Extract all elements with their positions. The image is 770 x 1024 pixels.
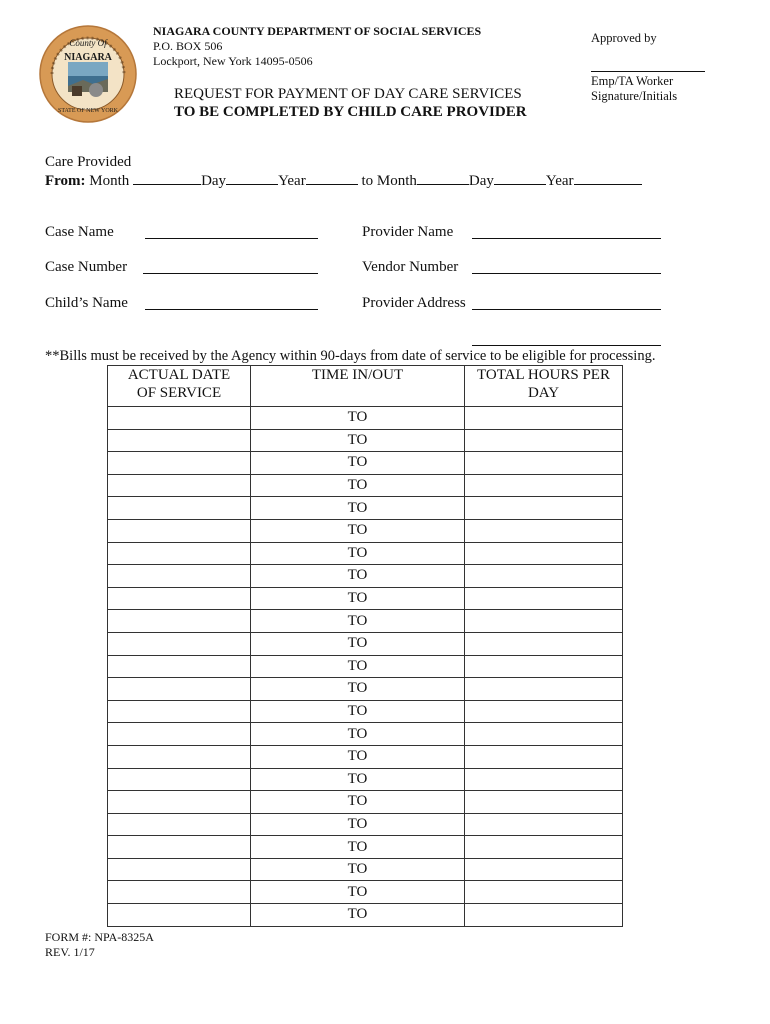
time-in-out-cell[interactable] (251, 768, 465, 791)
date-of-service-cell[interactable] (108, 768, 251, 791)
date-of-service-cell[interactable] (108, 904, 251, 927)
total-hours-cell[interactable] (465, 904, 623, 927)
date-of-service-cell[interactable] (108, 587, 251, 610)
to-month-field[interactable] (417, 171, 469, 185)
time-separator: TO (347, 883, 368, 900)
date-of-service-cell[interactable] (108, 519, 251, 542)
date-of-service-cell[interactable] (108, 881, 251, 904)
to-label: to (361, 173, 374, 189)
provider-address-label: Provider Address (362, 295, 466, 311)
header-total-hours (465, 366, 623, 407)
vendor-number-label: Vendor Number (362, 259, 459, 275)
table-row (108, 474, 623, 497)
table-row (108, 655, 623, 678)
address-line-1: P.O. BOX 506 (153, 39, 223, 53)
table-row (108, 881, 623, 904)
table-row (108, 632, 623, 655)
time-in-out-cell[interactable] (251, 429, 465, 452)
time-in-out-cell[interactable] (251, 836, 465, 859)
vendor-number-field[interactable] (472, 273, 661, 274)
time-separator: TO (347, 861, 368, 878)
from-month-field[interactable] (133, 171, 201, 185)
total-hours-cell[interactable] (465, 768, 623, 791)
table-row (108, 542, 623, 565)
header-time-text: TIME IN/OUT (311, 367, 404, 383)
total-hours-cell[interactable] (465, 678, 623, 701)
approved-by-label: Approved by (591, 31, 657, 45)
date-of-service-cell[interactable] (108, 632, 251, 655)
total-hours-cell[interactable] (465, 610, 623, 633)
agency-block (153, 24, 481, 69)
case-name-field[interactable] (145, 238, 318, 239)
date-of-service-cell[interactable] (108, 745, 251, 768)
time-in-out-cell[interactable] (251, 587, 465, 610)
time-separator: TO (347, 590, 368, 607)
total-hours-cell[interactable] (465, 723, 623, 746)
time-in-out-cell[interactable] (251, 678, 465, 701)
time-separator: TO (347, 657, 368, 674)
time-in-out-cell[interactable] (251, 452, 465, 475)
header-hours-text: TOTAL HOURS PER DAY (477, 367, 610, 401)
to-year-label: Year (545, 173, 574, 189)
total-hours-cell[interactable] (465, 700, 623, 723)
time-separator: TO (347, 522, 368, 539)
total-hours-cell[interactable] (465, 745, 623, 768)
total-hours-cell[interactable] (465, 429, 623, 452)
total-hours-cell[interactable] (465, 813, 623, 836)
total-hours-cell[interactable] (465, 497, 623, 520)
worker-label-line-1: Emp/TA Worker (591, 74, 674, 88)
table-row (108, 813, 623, 836)
from-day-label: Day (201, 173, 227, 189)
time-in-out-cell[interactable] (251, 519, 465, 542)
table-row (108, 768, 623, 791)
address-line-2: Lockport, New York 14095-0506 (153, 54, 313, 68)
table-row (108, 519, 623, 542)
table-row (108, 497, 623, 520)
header-time-in-out (251, 366, 465, 407)
time-in-out-cell[interactable] (251, 655, 465, 678)
date-of-service-cell[interactable] (108, 452, 251, 475)
service-log-body (108, 407, 623, 927)
worker-signature-label (591, 74, 677, 104)
time-in-out-cell[interactable] (251, 407, 465, 430)
time-separator: TO (347, 635, 368, 652)
table-row (108, 745, 623, 768)
time-separator: TO (347, 544, 368, 561)
to-year-field[interactable] (574, 171, 642, 185)
time-in-out-cell[interactable] (251, 565, 465, 588)
date-of-service-cell[interactable] (108, 791, 251, 814)
provider-name-label: Provider Name (362, 224, 454, 240)
table-row (108, 791, 623, 814)
date-of-service-cell[interactable] (108, 678, 251, 701)
time-separator: TO (347, 499, 368, 516)
total-hours-cell[interactable] (465, 858, 623, 881)
time-in-out-cell[interactable] (251, 700, 465, 723)
table-row (108, 565, 623, 588)
date-of-service-cell[interactable] (108, 655, 251, 678)
case-number-field[interactable] (143, 273, 318, 274)
total-hours-cell[interactable] (465, 587, 623, 610)
table-row (108, 904, 623, 927)
table-row (108, 452, 623, 475)
time-separator: TO (347, 770, 368, 787)
worker-label-line-2: Signature/Initials (591, 89, 678, 103)
time-separator: TO (347, 567, 368, 584)
to-day-field[interactable] (494, 171, 546, 185)
total-hours-cell[interactable] (465, 407, 623, 430)
time-in-out-cell[interactable] (251, 791, 465, 814)
time-in-out-cell[interactable] (251, 542, 465, 565)
total-hours-cell[interactable] (465, 791, 623, 814)
time-separator: TO (347, 793, 368, 810)
table-row (108, 836, 623, 859)
date-of-service-cell[interactable] (108, 858, 251, 881)
date-of-service-cell[interactable] (108, 700, 251, 723)
billing-notice: **Bills must be received by the Agency within 90-days from date of service to be eligible for processing. (45, 348, 656, 364)
time-in-out-cell[interactable] (251, 497, 465, 520)
date-of-service-cell[interactable] (108, 474, 251, 497)
table-row (108, 678, 623, 701)
care-provided-heading: Care Provided (45, 154, 132, 170)
table-row (108, 429, 623, 452)
time-separator: TO (347, 748, 368, 765)
case-number-label: Case Number (45, 259, 128, 275)
time-separator: TO (347, 725, 368, 742)
time-separator: TO (347, 454, 368, 471)
table-row (108, 723, 623, 746)
date-of-service-cell[interactable] (108, 542, 251, 565)
time-separator: TO (347, 409, 368, 426)
table-row (108, 700, 623, 723)
date-of-service-cell[interactable] (108, 407, 251, 430)
date-of-service-cell[interactable] (108, 497, 251, 520)
time-separator: TO (347, 477, 368, 494)
table-row (108, 610, 623, 633)
form-title: REQUEST FOR PAYMENT OF DAY CARE SERVICES (174, 86, 522, 102)
date-of-service-cell[interactable] (108, 723, 251, 746)
form-footer (45, 930, 154, 960)
date-of-service-cell[interactable] (108, 565, 251, 588)
provider-name-field[interactable] (472, 238, 661, 239)
table-header-row (108, 366, 623, 407)
care-period-section (45, 153, 642, 190)
approval-signature-line[interactable] (591, 71, 705, 72)
case-name-label: Case Name (45, 224, 114, 240)
from-label: From: (45, 173, 86, 189)
total-hours-cell[interactable] (465, 655, 623, 678)
header-date-text: ACTUAL DATE OF SERVICE (127, 367, 231, 401)
provider-address-field[interactable] (472, 309, 661, 310)
svg-text:County Of: County Of (69, 38, 107, 48)
time-in-out-cell[interactable] (251, 632, 465, 655)
time-separator: TO (347, 612, 368, 629)
time-separator: TO (347, 838, 368, 855)
date-of-service-cell[interactable] (108, 813, 251, 836)
table-row (108, 407, 623, 430)
total-hours-cell[interactable] (465, 474, 623, 497)
county-seal-logo (38, 24, 138, 124)
care-period-row (45, 171, 642, 190)
total-hours-cell[interactable] (465, 632, 623, 655)
form-revision: REV. 1/17 (45, 945, 95, 959)
time-separator: TO (347, 815, 368, 832)
childs-name-label: Child’s Name (45, 295, 128, 311)
table-row (108, 587, 623, 610)
date-of-service-cell[interactable] (108, 429, 251, 452)
time-in-out-cell[interactable] (251, 723, 465, 746)
time-in-out-cell[interactable] (251, 813, 465, 836)
date-of-service-cell[interactable] (108, 610, 251, 633)
svg-text:NIAGARA: NIAGARA (64, 52, 112, 63)
header-date-of-service (108, 366, 251, 407)
total-hours-cell[interactable] (465, 452, 623, 475)
agency-name: NIAGARA COUNTY DEPARTMENT OF SOCIAL SERVICES (153, 24, 482, 38)
total-hours-cell[interactable] (465, 519, 623, 542)
from-day-field[interactable] (226, 171, 278, 185)
time-in-out-cell[interactable] (251, 474, 465, 497)
total-hours-cell[interactable] (465, 542, 623, 565)
form-subtitle: TO BE COMPLETED BY CHILD CARE PROVIDER (174, 104, 527, 120)
date-of-service-cell[interactable] (108, 836, 251, 859)
from-year-label: Year (278, 173, 306, 189)
total-hours-cell[interactable] (465, 565, 623, 588)
time-in-out-cell[interactable] (251, 745, 465, 768)
form-number: FORM #: NPA-8325A (45, 930, 154, 944)
time-in-out-cell[interactable] (251, 881, 465, 904)
provider-address-field-2[interactable] (472, 345, 661, 346)
svg-text:STATE OF NEW YORK: STATE OF NEW YORK (57, 108, 119, 114)
time-separator: TO (347, 680, 368, 697)
total-hours-cell[interactable] (465, 836, 623, 859)
to-day-label: Day (468, 173, 494, 189)
childs-name-field[interactable] (145, 309, 318, 310)
from-year-field[interactable] (306, 171, 358, 185)
time-in-out-cell[interactable] (251, 904, 465, 927)
from-month-label: Month (89, 173, 130, 189)
time-separator: TO (347, 431, 368, 448)
service-log-table (107, 365, 623, 927)
time-in-out-cell[interactable] (251, 858, 465, 881)
to-month-label: Month (376, 173, 417, 189)
time-separator: TO (347, 703, 368, 720)
time-in-out-cell[interactable] (251, 610, 465, 633)
total-hours-cell[interactable] (465, 881, 623, 904)
table-row (108, 858, 623, 881)
time-separator: TO (347, 906, 368, 923)
